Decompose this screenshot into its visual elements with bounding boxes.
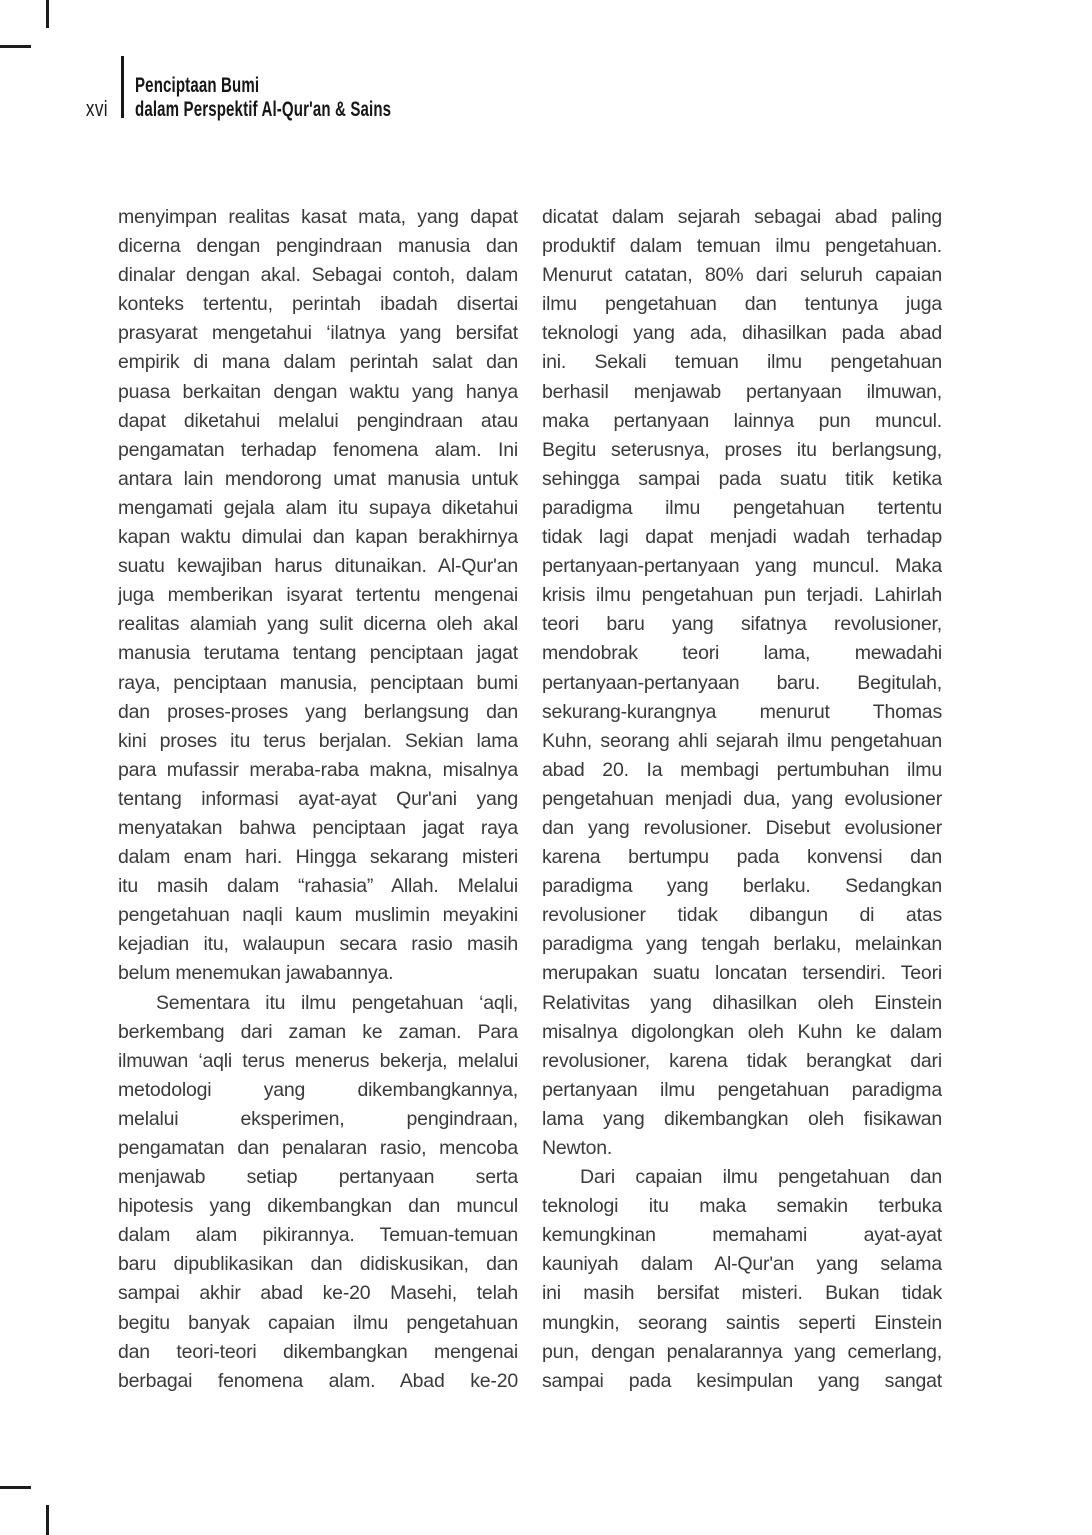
text-line: kemungkinan memahami ayat-ayat: [542, 1224, 942, 1247]
text-line: Menurut catatan, 80% dari seluruh capaian: [542, 264, 942, 287]
text-line: sampai akhir abad ke-20 Masehi, telah: [118, 1282, 518, 1305]
text-line: ini masih bersifat misteri. Bukan tidak: [542, 1282, 942, 1305]
crop-mark-bottom-left-vertical: [46, 1505, 49, 1535]
text-line: dan teori-teori dikembangkan mengenai: [118, 1340, 518, 1363]
text-line: konteks tertentu, perintah ibadah disertai: [118, 293, 518, 316]
text-line: lama yang dikembangkan oleh fisikawan: [542, 1107, 942, 1130]
text-line: sehingga sampai pada suatu titik ketika: [542, 467, 942, 490]
text-line: menyatakan bahwa penciptaan jagat raya: [118, 816, 518, 839]
text-line: kini proses itu terus berjalan. Sekian lama: [118, 729, 518, 752]
running-header-title: [135, 74, 391, 121]
text-line: dinalar dengan akal. Sebagai contoh, dalam: [118, 264, 518, 287]
text-line: pertanyaan ilmu pengetahuan paradigma: [542, 1078, 942, 1101]
text-line: produktif dalam temuan ilmu pengetahuan.: [542, 235, 942, 258]
text-line: hipotesis yang dikembangkan dan muncul: [118, 1195, 518, 1218]
text-line: dalam enam hari. Hingga sekarang misteri: [118, 846, 518, 869]
crop-mark-top-left-horizontal: [0, 45, 31, 48]
text-line: empirik di mana dalam perintah salat dan: [118, 351, 518, 374]
text-line: belum menemukan jawabannya.: [118, 962, 394, 985]
text-line: berhasil menjawab pertanyaan ilmuwan,: [542, 380, 942, 403]
text-line: berkembang dari zaman ke zaman. Para: [118, 1020, 518, 1043]
text-line: kapan waktu dimulai dan kapan berakhirnya: [118, 526, 518, 549]
text-line: juga memberikan isyarat tertentu mengenai: [118, 584, 518, 607]
text-line: metodologi yang dikembangkannya,: [118, 1078, 518, 1101]
text-line: Kuhn, seorang ahli sejarah ilmu pengetahuan: [542, 729, 942, 752]
text-line: itu masih dalam “rahasia” Allah. Melalui: [118, 875, 518, 898]
text-line: pun, dengan penalarannya yang cemerlang,: [542, 1340, 942, 1363]
text-line: misalnya digolongkan oleh Kuhn ke dalam: [542, 1020, 942, 1043]
text-line: manusia terutama tentang penciptaan jagat: [118, 642, 518, 665]
text-line: raya, penciptaan manusia, penciptaan bumi: [118, 671, 518, 694]
text-line: dan proses-proses yang berlangsung dan: [118, 700, 518, 723]
text-line: mengamati gejala alam itu supaya diketahui: [118, 496, 518, 519]
book-title-line-1: Penciptaan Bumi: [135, 73, 260, 97]
crop-mark-bottom-left-horizontal: [0, 1486, 31, 1489]
text-line: tidak lagi dapat menjadi wadah terhadap: [542, 526, 942, 549]
text-line: mendobrak teori lama, mewadahi: [542, 642, 942, 665]
text-column-left: [118, 203, 518, 1396]
page-number: xvi: [85, 96, 108, 121]
text-line: revolusioner tidak dibangun di atas: [542, 904, 942, 927]
text-line: teknologi yang ada, dihasilkan pada abad: [542, 322, 942, 345]
text-line: dapat diketahui melalui pengindraan atau: [118, 409, 518, 432]
text-line: baru dipublikasikan dan didiskusikan, dan: [118, 1253, 518, 1276]
text-line: ilmu pengetahuan dan tentunya juga: [542, 293, 942, 316]
text-line: sekurang-kurangnya menurut Thomas: [542, 700, 942, 723]
text-line: Dari capaian ilmu pengetahuan dan: [580, 1166, 942, 1189]
text-line: puasa berkaitan dengan waktu yang hanya: [118, 380, 518, 403]
header-divider-rule: [121, 56, 124, 118]
text-line: ini. Sekali temuan ilmu pengetahuan: [542, 351, 942, 374]
text-line: Sementara itu ilmu pengetahuan ‘aqli,: [156, 991, 518, 1014]
text-line: paradigma ilmu pengetahuan tertentu: [542, 496, 942, 519]
text-line: teori baru yang sifatnya revolusioner,: [542, 613, 942, 636]
text-line: paradigma yang tengah berlaku, melainkan: [542, 933, 942, 956]
text-line: menyimpan realitas kasat mata, yang dapat: [118, 206, 518, 228]
text-line: tentang informasi ayat-ayat Qur'ani yang: [118, 787, 518, 810]
text-line: revolusioner, karena tidak berangkat dari: [542, 1049, 942, 1072]
text-line: suatu kewajiban harus ditunaikan. Al-Qur'an: [118, 555, 518, 578]
text-line: Relativitas yang dihasilkan oleh Einstein: [542, 991, 942, 1014]
text-line: para mufassir meraba-raba makna, misalnya: [118, 758, 518, 781]
text-line: karena bertumpu pada konvensi dan: [542, 846, 942, 869]
text-line: pengetahuan menjadi dua, yang evolusioner: [542, 787, 942, 810]
text-line: ilmuwan ‘aqli terus menerus bekerja, melalui: [118, 1049, 518, 1072]
text-line: begitu banyak capaian ilmu pengetahuan: [118, 1311, 518, 1334]
text-line: pengetahuan naqli kaum muslimin meyakini: [118, 904, 518, 927]
text-line: merupakan suatu loncatan tersendiri. Teori: [542, 962, 942, 985]
text-line: paradigma yang berlaku. Sedangkan: [542, 875, 942, 898]
text-line: berbagai fenomena alam. Abad ke-20: [118, 1369, 518, 1392]
text-line: dicatat dalam sejarah sebagai abad paling: [542, 206, 942, 228]
text-line: pengamatan terhadap fenomena alam. Ini: [118, 438, 518, 461]
text-line: dan yang revolusioner. Disebut evolusioner: [542, 816, 942, 839]
text-line: pengamatan dan penalaran rasio, mencoba: [118, 1137, 518, 1159]
text-line: prasyarat mengetahui ‘ilatnya yang bersifat: [118, 322, 518, 345]
book-title-line-2: dalam Perspektif Al-Qur'an & Sains: [135, 96, 392, 121]
text-line: pertanyaan-pertanyaan baru. Begitulah,: [542, 671, 942, 694]
text-line: kejadian itu, walaupun secara rasio masih: [118, 933, 518, 956]
text-line: Begitu seterusnya, proses itu berlangsung,: [542, 438, 942, 461]
text-line: sampai pada kesimpulan yang sangat: [542, 1369, 942, 1392]
text-line: teknologi itu maka semakin terbuka: [542, 1195, 942, 1218]
text-line: abad 20. Ia membagi pertumbuhan ilmu: [542, 758, 942, 781]
text-line: realitas alamiah yang sulit dicerna oleh akal: [118, 613, 518, 636]
text-line: krisis ilmu pengetahuan pun terjadi. Lahirlah: [542, 584, 942, 607]
text-line: menjawab setiap pertanyaan serta: [118, 1166, 518, 1189]
text-column-right: [542, 203, 942, 1396]
text-line: dicerna dengan pengindraan manusia dan: [118, 235, 518, 258]
text-line: antara lain mendorong umat manusia untuk: [118, 467, 518, 490]
text-line: mungkin, seorang saintis seperti Einstein: [542, 1311, 942, 1334]
crop-mark-top-left-vertical: [46, 0, 49, 28]
text-line: pertanyaan-pertanyaan yang muncul. Maka: [542, 555, 942, 578]
text-line: melalui eksperimen, pengindraan,: [118, 1107, 518, 1130]
text-line: kauniyah dalam Al-Qur'an yang selama: [542, 1253, 942, 1276]
text-line: Newton.: [542, 1137, 613, 1159]
text-line: maka pertanyaan lainnya pun muncul.: [542, 409, 942, 432]
text-line: dalam alam pikirannya. Temuan-temuan: [118, 1224, 518, 1247]
